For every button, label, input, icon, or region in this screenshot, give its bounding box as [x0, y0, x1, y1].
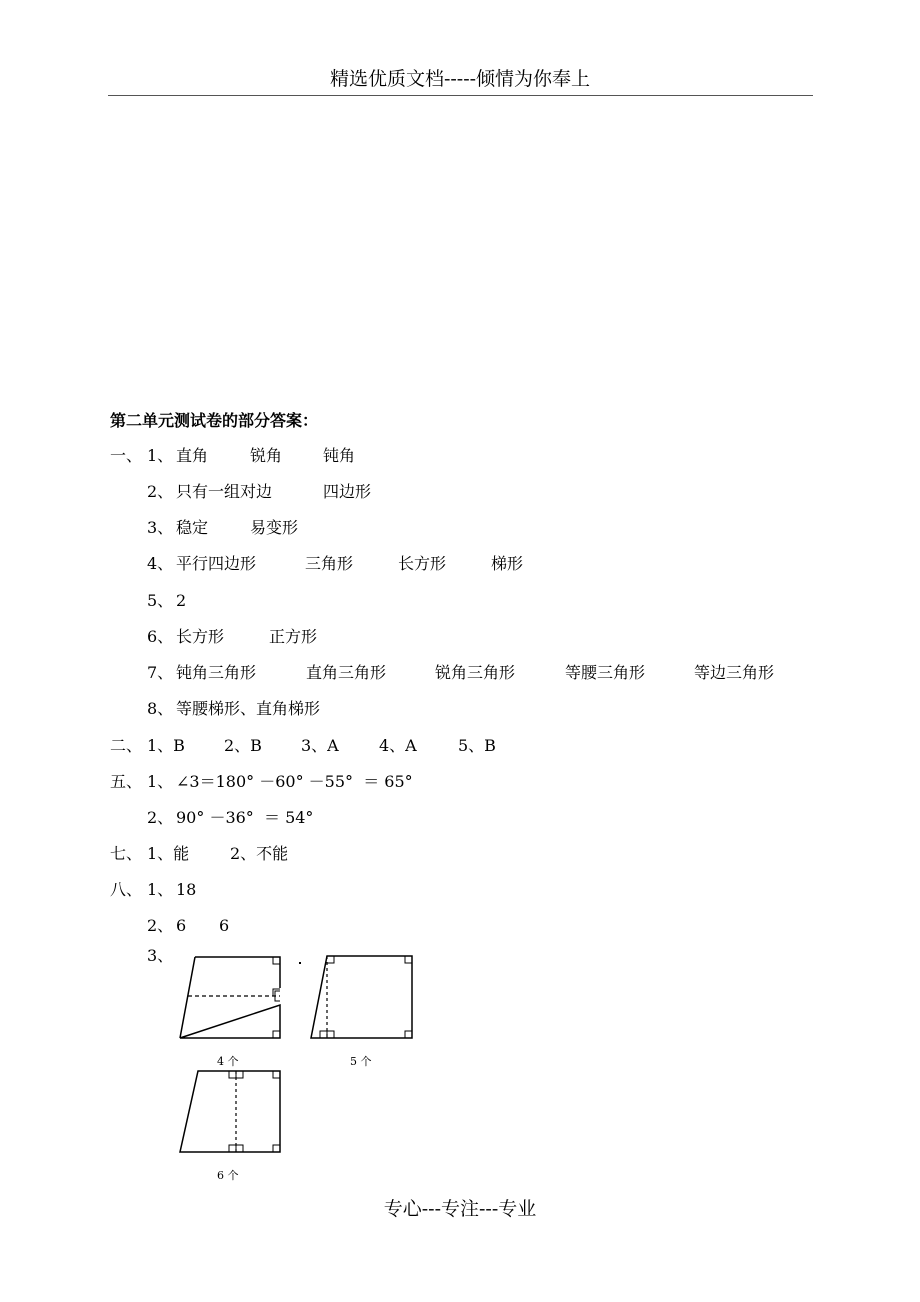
answer-text: 直角 [176, 446, 209, 465]
section-7-label: 七、 [110, 844, 143, 863]
section-8-item-num: 2、 [147, 916, 174, 935]
answer-text: 正方形 [269, 627, 318, 646]
document-title: 第二单元测试卷的部分答案： [110, 411, 319, 430]
answer-text: 钝角 [323, 446, 356, 465]
header-divider [108, 95, 813, 96]
answer-text: 2、不能 [230, 844, 289, 863]
answer-text: 平行四边形 [176, 554, 257, 573]
equation-text: 90° －36° ＝ 54° [176, 808, 314, 827]
section-1-item-num: 5、 [147, 591, 174, 610]
answer-text: 5、B [458, 736, 496, 755]
section-8-label: 八、 [110, 880, 143, 899]
answer-text: 四边形 [323, 482, 372, 501]
section-8-item-num: 1、 [147, 880, 174, 899]
answer-text: 4、A [379, 736, 417, 755]
answer-text: 1、B [147, 736, 185, 755]
answer-text: 等边三角形 [694, 663, 775, 682]
figure-caption: 4 个 [217, 1055, 239, 1068]
trapezoid-figure-1 [170, 948, 295, 1048]
answer-text: 三角形 [305, 554, 354, 573]
section-5-item-num: 2、 [147, 808, 174, 827]
section-1-item-num: 3、 [147, 518, 174, 537]
answer-text: 梯形 [491, 554, 524, 573]
answer-text: 长方形 [398, 554, 447, 573]
answer-text: 等腰三角形 [565, 663, 646, 682]
answer-text: 钝角三角形 [176, 663, 257, 682]
answer-text: 稳定 [176, 518, 209, 537]
answer-text: 易变形 [250, 518, 299, 537]
trapezoid-figure-3 [170, 1064, 300, 1164]
answer-text: 只有一组对边 [176, 482, 273, 501]
section-8-item-num: 3、 [147, 946, 174, 965]
equation-text: ∠3＝180° －60° －55° ＝ 65° [176, 772, 413, 791]
section-1-item-num: 8、 [147, 699, 174, 718]
figure-caption: 5 个 [350, 1055, 372, 1068]
page-header: 精选优质文档-----倾情为你奉上 [329, 68, 591, 90]
answer-text: 1、能 [147, 844, 190, 863]
answer-text: 3、A [301, 736, 339, 755]
section-1-item-num: 4、 [147, 554, 174, 573]
section-1-item-num: 6、 [147, 627, 174, 646]
section-1-item-num: 7、 [147, 663, 174, 682]
answer-text: 长方形 [176, 627, 225, 646]
section-1-label: 一、 [110, 446, 143, 465]
answer-text: 6 [219, 916, 230, 935]
section-1-item-num: 1、 [147, 446, 174, 465]
section-1-item-num: 2、 [147, 482, 174, 501]
answer-text: 锐角三角形 [435, 663, 516, 682]
answer-text: 6 [176, 916, 187, 935]
answer-text: 等腰梯形、直角梯形 [176, 699, 321, 718]
trapezoid-figure-2 [305, 948, 420, 1048]
section-2-label: 二、 [110, 736, 143, 755]
figure-caption: 6 个 [217, 1169, 239, 1182]
answer-text: 18 [176, 880, 197, 899]
section-5-item-num: 1、 [147, 772, 174, 791]
answer-text: 直角三角形 [306, 663, 387, 682]
answer-text: 2、B [224, 736, 262, 755]
answer-text: 锐角 [250, 446, 283, 465]
page-footer: 专心---专注---专业 [383, 1198, 537, 1220]
answer-text: 2 [176, 591, 187, 610]
section-5-label: 五、 [110, 772, 143, 791]
stray-dot [299, 962, 301, 964]
